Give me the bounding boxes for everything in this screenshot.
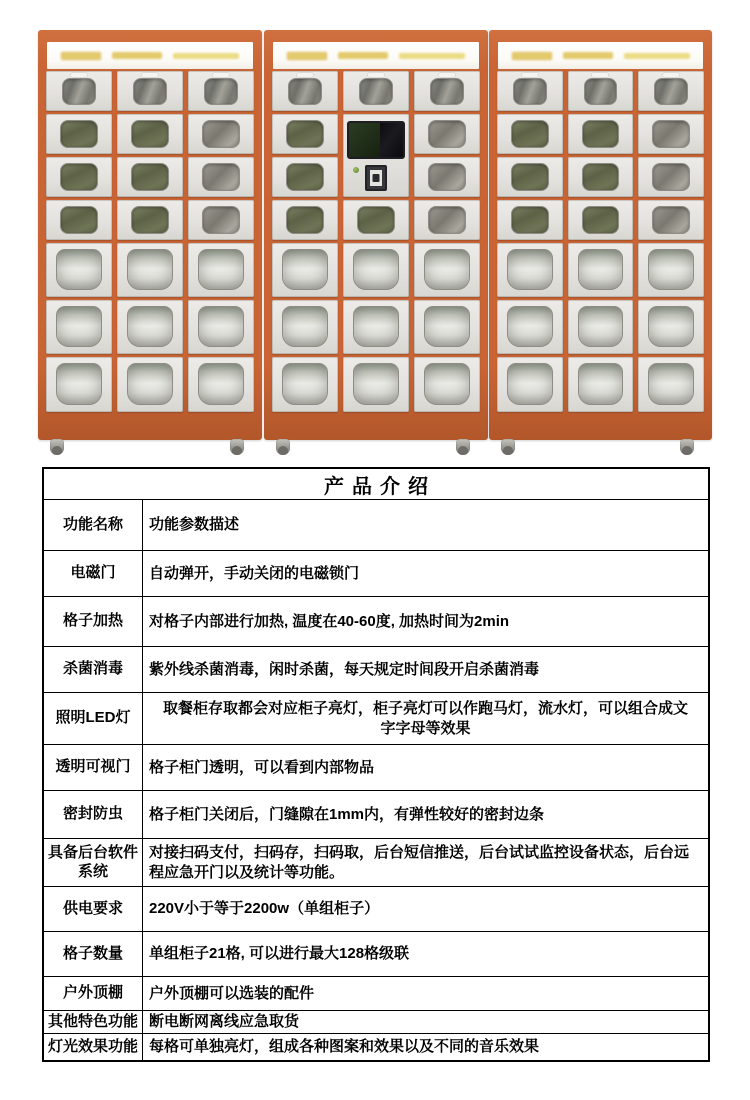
- feature-desc-cell: 对格子内部进行加热, 温度在40-60度, 加热时间为2min: [149, 612, 510, 630]
- locker-window: [60, 206, 98, 234]
- scanner-lens: [373, 174, 380, 182]
- status-led: [353, 167, 359, 173]
- locker-window: [127, 249, 173, 290]
- locker-window: [507, 249, 553, 290]
- locker-window: [282, 306, 328, 347]
- feature-desc-cell: 格子柜门透明，可以看到内部物品: [149, 758, 375, 776]
- locker-window: [127, 363, 173, 405]
- door-label-sticker: [663, 73, 679, 77]
- door-label-sticker: [142, 73, 158, 77]
- locker-door: [272, 157, 338, 197]
- locker-door: [414, 200, 480, 240]
- locker-door: [46, 200, 112, 240]
- brand-phone-text: [624, 53, 690, 59]
- product-photo: [0, 0, 750, 460]
- locker-window: [428, 120, 466, 148]
- locker-door: [568, 357, 634, 412]
- locker-door: [568, 243, 634, 297]
- locker-door: [272, 200, 338, 240]
- locker-grid: [497, 71, 704, 412]
- locker-window: [424, 249, 470, 290]
- locker-cabinet: [489, 30, 712, 440]
- table-row: [44, 838, 708, 886]
- locker-door: [343, 243, 409, 297]
- locker-window: [511, 206, 549, 234]
- table-row: [44, 550, 708, 596]
- table-row: [44, 692, 708, 744]
- caster-wheel: [456, 439, 470, 455]
- locker-door: [46, 300, 112, 354]
- locker-door: [46, 114, 112, 154]
- locker-door: [272, 71, 338, 111]
- locker-door: [117, 200, 183, 240]
- feature-name-cell: 灯光效果功能: [44, 1034, 143, 1060]
- caster-wheel: [501, 439, 515, 455]
- feature-desc-cell: 220V小于等于2200w（单组柜子）: [149, 900, 380, 918]
- locker-door: [272, 243, 338, 297]
- locker-door: [497, 357, 563, 412]
- locker-door: [188, 114, 254, 154]
- locker-door: [568, 157, 634, 197]
- locker-door: [638, 71, 704, 111]
- locker-window: [202, 163, 240, 191]
- locker-door: [497, 300, 563, 354]
- locker-window: [578, 306, 624, 347]
- feature-name-cell: 透明可视门: [44, 745, 143, 790]
- locker-door: [117, 114, 183, 154]
- brand-subtext: [338, 52, 388, 59]
- locker-door: [497, 200, 563, 240]
- spec-table-title: 产品介绍: [44, 469, 708, 500]
- locker-door: [46, 243, 112, 297]
- locker-window: [582, 120, 620, 148]
- locker-window: [652, 163, 690, 191]
- locker-window: [286, 120, 324, 148]
- locker-door: [272, 300, 338, 354]
- locker-grid: [272, 71, 480, 412]
- locker-door: [272, 114, 338, 154]
- locker-door: [414, 243, 480, 297]
- feature-name-cell: 其他特色功能: [44, 1011, 143, 1033]
- locker-window: [357, 206, 395, 234]
- locker-window: [424, 306, 470, 347]
- locker-window: [648, 363, 694, 405]
- door-label-sticker: [439, 73, 455, 77]
- locker-door: [414, 71, 480, 111]
- locker-window: [131, 163, 169, 191]
- brand-strip: [47, 42, 253, 69]
- locker-window: [202, 120, 240, 148]
- locker-window: [282, 363, 328, 405]
- locker-door: [414, 114, 480, 154]
- feature-desc-cell: 功能参数描述: [149, 516, 240, 534]
- locker-door: [46, 157, 112, 197]
- locker-door: [497, 71, 563, 111]
- caster-wheel: [50, 439, 64, 455]
- locker-door: [568, 300, 634, 354]
- table-row: [44, 886, 708, 931]
- locker-window: [507, 306, 553, 347]
- feature-name-cell: 具备后台软件系统: [44, 839, 143, 886]
- feature-desc-cell: 自动弹开，手动关闭的电磁锁门: [149, 564, 360, 582]
- locker-door: [272, 357, 338, 412]
- locker-door: [46, 357, 112, 412]
- feature-desc-cell: 单组柜子21格, 可以进行最大128格级联: [149, 945, 410, 963]
- spec-table-rows: [44, 500, 708, 1060]
- locker-window: [578, 249, 624, 290]
- screen-glass: [380, 123, 403, 157]
- locker-window: [430, 78, 464, 105]
- locker-window: [198, 306, 244, 347]
- locker-door: [188, 200, 254, 240]
- locker-window: [511, 120, 549, 148]
- table-row: [44, 976, 708, 1010]
- door-label-sticker: [213, 73, 229, 77]
- feature-name-cell: 供电要求: [44, 887, 143, 931]
- locker-cabinet: [38, 30, 262, 440]
- locker-window: [133, 78, 167, 105]
- feature-name-cell: 户外顶棚: [44, 977, 143, 1010]
- locker-door: [638, 157, 704, 197]
- locker-window: [584, 78, 618, 105]
- locker-window: [60, 120, 98, 148]
- locker-window: [131, 120, 169, 148]
- locker-door: [497, 243, 563, 297]
- table-row: [44, 790, 708, 838]
- locker-door: [568, 71, 634, 111]
- locker-door: [638, 243, 704, 297]
- locker-door: [497, 114, 563, 154]
- locker-window: [56, 249, 102, 290]
- locker-door: [188, 300, 254, 354]
- locker-window: [198, 363, 244, 405]
- door-label-sticker: [71, 73, 87, 77]
- locker-door: [188, 157, 254, 197]
- screen-content: [349, 123, 380, 157]
- door-label-sticker: [368, 73, 384, 77]
- feature-name-cell: 照明LED灯: [44, 693, 143, 744]
- locker-window: [353, 363, 399, 405]
- locker-door: [638, 300, 704, 354]
- locker-door: [117, 243, 183, 297]
- feature-desc-cell: 户外顶棚可以选装的配件: [149, 984, 315, 1002]
- locker-window: [353, 249, 399, 290]
- locker-door: [117, 300, 183, 354]
- locker-window: [127, 306, 173, 347]
- locker-door: [117, 357, 183, 412]
- brand-logo-text: [512, 52, 552, 60]
- locker-window: [654, 78, 688, 105]
- caster-wheel: [230, 439, 244, 455]
- locker-window: [353, 306, 399, 347]
- table-row: [44, 931, 708, 976]
- locker-door: [638, 114, 704, 154]
- locker-door: [188, 243, 254, 297]
- locker-window: [652, 206, 690, 234]
- locker-window: [582, 206, 620, 234]
- brand-phone-text: [173, 53, 239, 59]
- locker-window: [428, 163, 466, 191]
- locker-window: [359, 78, 393, 105]
- brand-subtext: [112, 52, 162, 59]
- feature-desc-cell: 紫外线杀菌消毒，闲时杀菌，每天规定时间段开启杀菌消毒: [149, 660, 540, 678]
- feature-name-cell: 格子数量: [44, 932, 143, 976]
- locker-window: [578, 363, 624, 405]
- locker-window: [131, 206, 169, 234]
- locker-door: [343, 200, 409, 240]
- locker-door: [46, 71, 112, 111]
- locker-door: [414, 357, 480, 412]
- locker-grid: [46, 71, 254, 412]
- table-row: [44, 1010, 708, 1033]
- table-row: [44, 1033, 708, 1060]
- locker-window: [62, 78, 96, 105]
- feature-name-cell: 电磁门: [44, 551, 143, 596]
- locker-door: [188, 357, 254, 412]
- feature-name-cell: 杀菌消毒: [44, 647, 143, 692]
- table-row: [44, 500, 708, 550]
- caster-wheel: [680, 439, 694, 455]
- locker-cabinet: [264, 30, 488, 440]
- feature-desc-cell: 每格可单独亮灯，组成各种图案和效果以及不同的音乐效果: [149, 1038, 540, 1056]
- table-row: [44, 596, 708, 646]
- door-label-sticker: [522, 73, 538, 77]
- locker-window: [648, 306, 694, 347]
- brand-strip: [498, 42, 703, 69]
- feature-name-cell: 格子加热: [44, 597, 143, 646]
- feature-desc-cell: 断电断网离线应急取货: [149, 1013, 300, 1031]
- feature-desc-cell: 取餐柜存取都会对应柜子亮灯，柜子亮灯可以作跑马灯，流水灯，可以组合成文字字母等效果: [162, 700, 688, 737]
- control-panel: [343, 114, 409, 197]
- locker-window: [582, 163, 620, 191]
- qr-scanner: [365, 165, 387, 191]
- locker-window: [56, 306, 102, 347]
- door-label-sticker: [592, 73, 608, 77]
- locker-window: [424, 363, 470, 405]
- locker-window: [198, 249, 244, 290]
- locker-door: [343, 300, 409, 354]
- locker-window: [507, 363, 553, 405]
- brand-strip: [273, 42, 479, 69]
- locker-window: [202, 206, 240, 234]
- locker-window: [288, 78, 322, 105]
- table-row: [44, 744, 708, 790]
- display-screen: [347, 121, 405, 159]
- brand-logo-text: [287, 52, 327, 60]
- locker-window: [513, 78, 547, 105]
- locker-door: [343, 357, 409, 412]
- locker-window: [511, 163, 549, 191]
- locker-window: [428, 206, 466, 234]
- locker-door: [117, 157, 183, 197]
- locker-window: [286, 163, 324, 191]
- locker-window: [204, 78, 238, 105]
- locker-door: [414, 300, 480, 354]
- locker-door: [188, 71, 254, 111]
- spec-table: [42, 467, 710, 1062]
- door-label-sticker: [297, 73, 313, 77]
- locker-door: [568, 200, 634, 240]
- table-row: [44, 646, 708, 692]
- feature-name-cell: 功能名称: [44, 500, 143, 550]
- locker-window: [60, 163, 98, 191]
- locker-door: [117, 71, 183, 111]
- brand-subtext: [563, 52, 613, 59]
- feature-desc-cell: 对接扫码支付，扫码存，扫码取，后台短信推送，后台试试监控设备状态，后台远程应急开门以及统计等功能。: [149, 844, 690, 881]
- locker-door: [414, 157, 480, 197]
- locker-door: [638, 357, 704, 412]
- brand-phone-text: [399, 53, 465, 59]
- locker-door: [497, 157, 563, 197]
- feature-name-cell: 密封防虫: [44, 791, 143, 838]
- locker-window: [648, 249, 694, 290]
- locker-door: [568, 114, 634, 154]
- locker-door: [343, 71, 409, 111]
- caster-wheel: [276, 439, 290, 455]
- brand-logo-text: [61, 52, 101, 60]
- locker-window: [652, 120, 690, 148]
- locker-window: [282, 249, 328, 290]
- locker-window: [56, 363, 102, 405]
- feature-desc-cell: 格子柜门关闭后，门缝隙在1mm内，有弹性较好的密封边条: [149, 805, 545, 823]
- locker-window: [286, 206, 324, 234]
- locker-door: [638, 200, 704, 240]
